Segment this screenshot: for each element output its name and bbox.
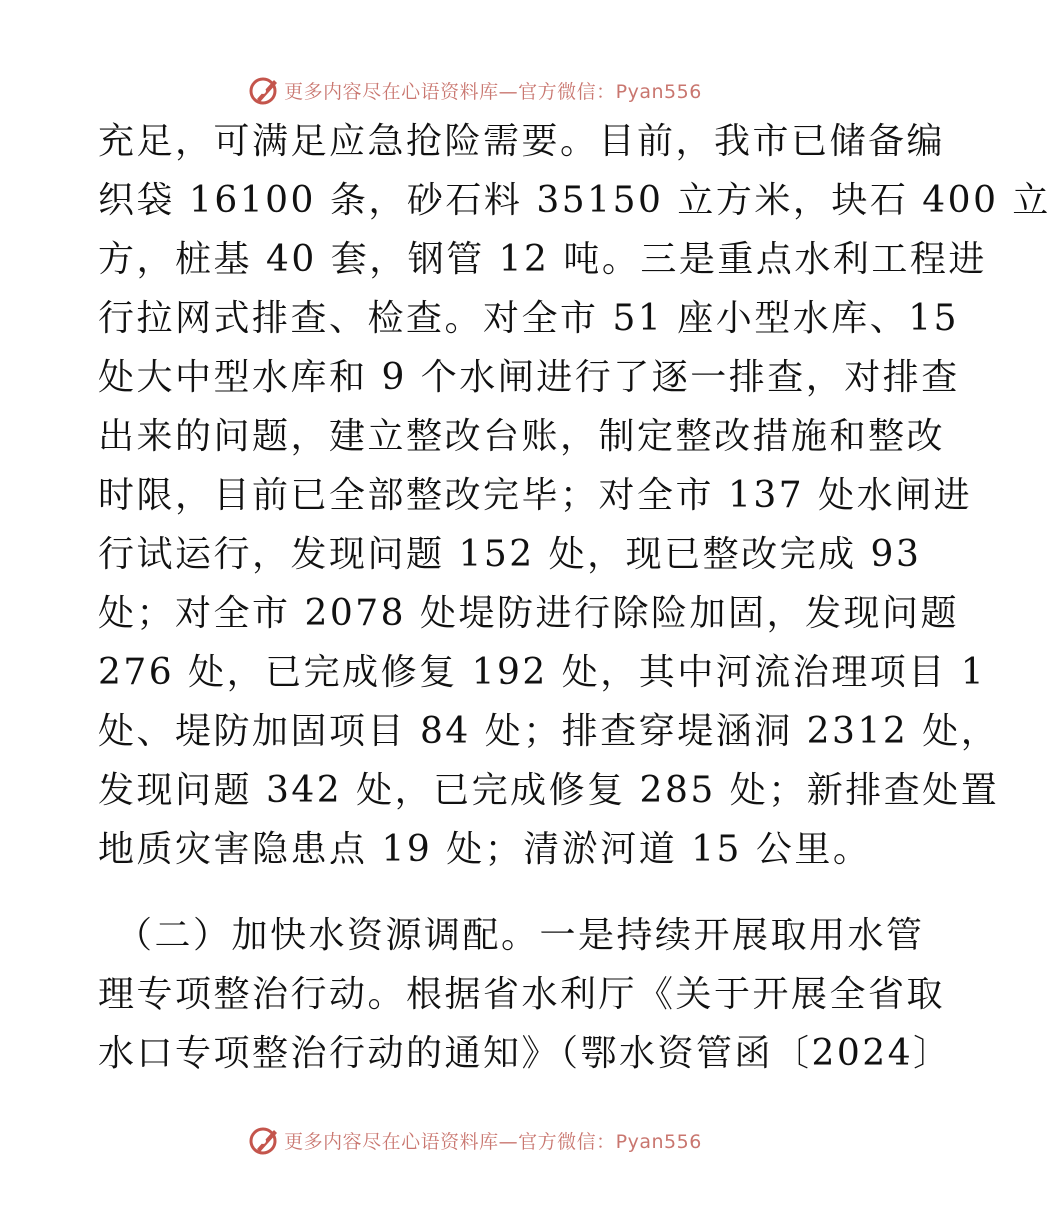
watermark-footer [0, 1122, 950, 1158]
pen-seal-logo-icon [248, 1124, 280, 1156]
paragraph-line: 处、堤防加固项目 84 处；排查穿堤涵洞 2312 处， [98, 711, 1000, 752]
section-heading-line: （二）加快水资源调配。一是持续开展取用水管 [116, 915, 925, 956]
paragraph-line: 时限，目前已全部整改完毕；对全市 137 处水闸进 [98, 475, 973, 516]
paragraph-line: 行拉网式排查、检查。对全市 51 座小型水库、15 [98, 298, 960, 339]
pen-seal-logo-icon [248, 74, 280, 106]
paragraph-line: 织袋 16100 条，砂石料 35150 立方米，块石 400 立 [98, 180, 1051, 221]
watermark-text: 更多内容尽在心语资料库—官方微信：Pyan556 [284, 80, 702, 103]
paragraph-line: 理专项整治行动。根据省水利厅《关于开展全省取 [98, 974, 946, 1015]
watermark-header [0, 72, 950, 108]
paragraph-line: 行试运行，发现问题 152 处，现已整改完成 93 [98, 534, 922, 575]
paragraph-line: 地质灾害隐患点 19 处；清淤河道 15 公里。 [98, 829, 872, 870]
paragraph-line: 处；对全市 2078 处堤防进行除险加固，发现问题 [98, 593, 960, 634]
document-body [98, 112, 1051, 1083]
paragraph-line: 出来的问题，建立整改台账，制定整改措施和整改 [98, 416, 946, 457]
paragraph-line: 发现问题 342 处，已完成修复 285 处；新排查处置 [98, 770, 1000, 811]
paragraph-line: 水口专项整治行动的通知》（鄂水资管函〔2024〕 [98, 1033, 952, 1074]
paragraph-line: 处大中型水库和 9 个水闸进行了逐一排查，对排查 [98, 357, 960, 398]
watermark-text: 更多内容尽在心语资料库—官方微信：Pyan556 [284, 1130, 702, 1153]
paragraph-gap [98, 879, 858, 906]
paragraph-line: 276 处，已完成修复 192 处，其中河流治理项目 1 [98, 652, 987, 693]
paragraph-line: 方，桩基 40 套，钢管 12 吨。三是重点水利工程进 [98, 239, 987, 280]
paragraph-line: 充足，可满足应急抢险需要。目前，我市已储备编 [98, 121, 946, 162]
